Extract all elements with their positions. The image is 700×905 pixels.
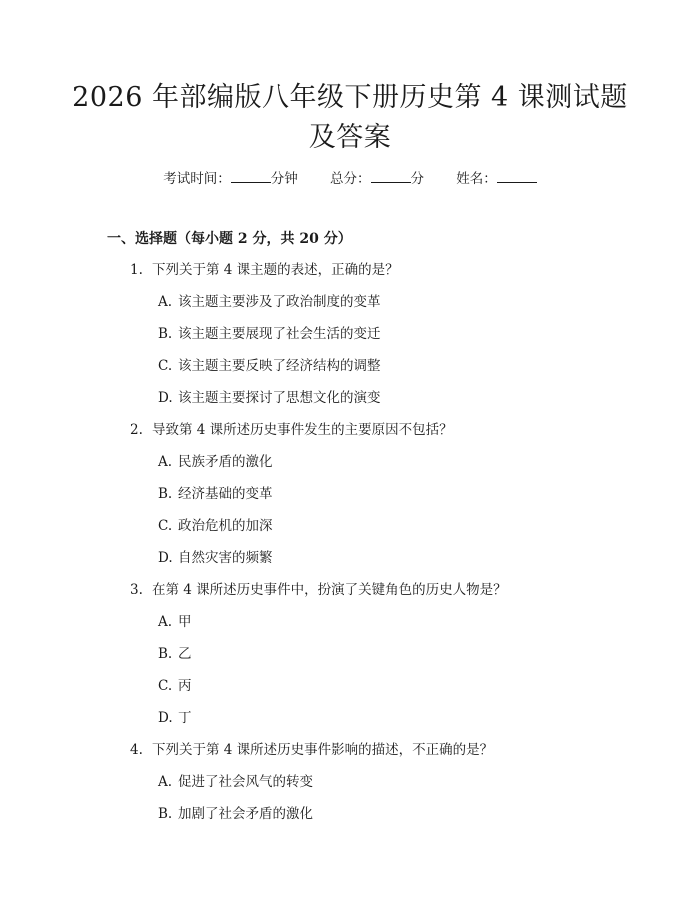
option-4a[interactable] [158,772,313,792]
option-3b[interactable] [158,644,192,664]
option-text: 加剧了社会矛盾的激化 [178,806,313,822]
exam-name [456,168,537,189]
option-3c[interactable] [158,676,192,696]
option-letter: C. [158,678,173,694]
question-2 [130,420,453,440]
option-text: 甲 [178,614,192,630]
option-letter: A. [158,614,173,630]
option-text: 民族矛盾的激化 [178,454,273,470]
option-letter: A. [158,294,173,310]
option-1a[interactable] [158,292,381,312]
option-3a[interactable] [158,612,192,632]
question-4 [130,740,493,760]
exam-score-unit: 分 [410,171,424,187]
exam-time-unit: 分钟 [270,171,298,187]
option-2d[interactable] [158,548,273,568]
exam-score [330,168,424,189]
question-text: 下列关于第 4 课主题的表述，正确的是？ [152,262,399,278]
option-4b[interactable] [158,804,313,824]
exam-score-blank[interactable] [371,168,411,183]
option-2c[interactable] [158,516,273,536]
option-text: 乙 [178,646,192,662]
option-letter: D. [158,550,173,566]
question-number: 4. [130,742,143,758]
option-letter: B. [158,486,173,502]
question-number: 1. [130,262,143,278]
option-text: 自然灾害的频繁 [178,550,273,566]
question-text: 导致第 4 课所述历史事件发生的主要原因不包括？ [152,422,453,438]
option-text: 促进了社会风气的转变 [178,774,313,790]
option-text: 政治危机的加深 [178,518,273,534]
option-1c[interactable] [158,356,381,376]
option-1d[interactable] [158,388,381,408]
question-number: 2. [130,422,143,438]
option-letter: D. [158,390,173,406]
question-3 [130,580,507,600]
exam-time-blank[interactable] [231,168,271,183]
section-title-choice: 一、选择题（每小题 2 分，共 20 分） [107,231,352,247]
option-text: 丙 [178,678,192,694]
option-letter: B. [158,326,173,342]
question-text: 下列关于第 4 课所述历史事件影响的描述，不正确的是？ [152,742,494,758]
option-letter: B. [158,806,173,822]
exam-score-label: 总分： [330,171,371,187]
exam-time [163,168,298,189]
option-text: 该主题主要探讨了思想文化的演变 [178,390,381,406]
question-text: 在第 4 课所述历史事件中，扮演了关键角色的历史人物是？ [152,582,507,598]
option-text: 经济基础的变革 [178,486,273,502]
option-letter: D. [158,710,173,726]
option-text: 该主题主要展现了社会生活的变迁 [178,326,381,342]
option-text: 该主题主要涉及了政治制度的变革 [178,294,381,310]
question-number: 3. [130,582,143,598]
option-3d[interactable] [158,708,192,728]
option-letter: C. [158,358,173,374]
option-2b[interactable] [158,484,273,504]
option-text: 丁 [178,710,192,726]
question-1 [130,260,399,280]
title-line-2: 及答案 [308,122,392,153]
option-letter: C. [158,518,173,534]
document-title [60,78,640,158]
option-2a[interactable] [158,452,273,472]
exam-name-label: 姓名： [456,171,497,187]
option-letter: A. [158,454,173,470]
title-line-1: 2026 年部编版八年级下册历史第 4 课测试题 [72,82,628,113]
option-1b[interactable] [158,324,381,344]
exam-name-blank[interactable] [497,168,537,183]
option-text: 该主题主要反映了经济结构的调整 [178,358,381,374]
option-letter: A. [158,774,173,790]
exam-meta [0,168,700,189]
option-letter: B. [158,646,173,662]
exam-time-label: 考试时间： [163,171,231,187]
